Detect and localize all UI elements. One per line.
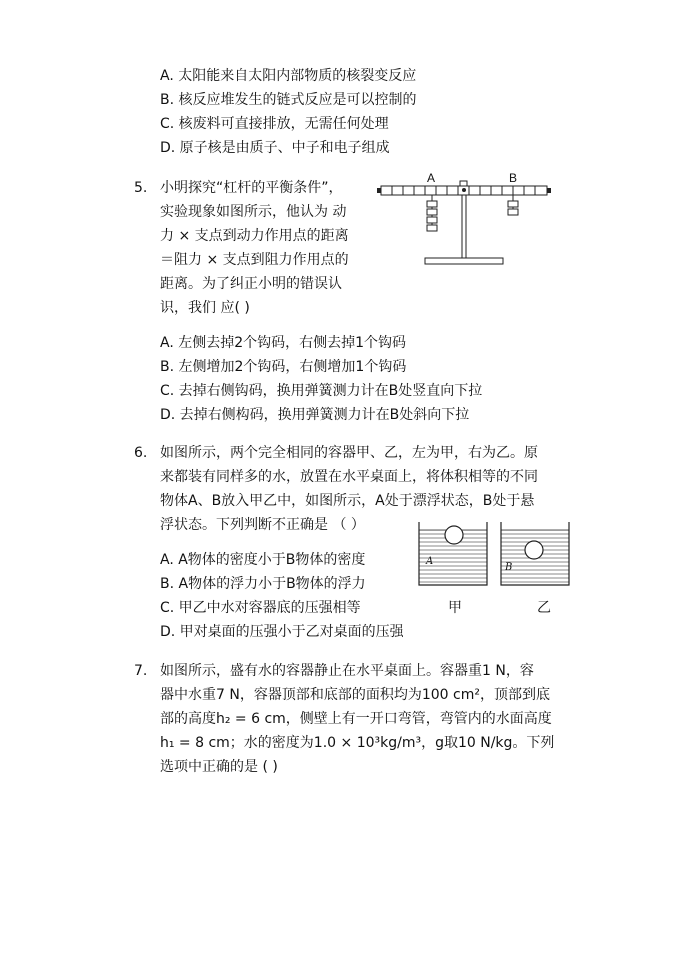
q7-stem-line: 部的高度h₂ = 6 cm，侧壁上有一开口弯管，弯管内的水面高度 — [160, 711, 552, 727]
q6-stem-line: 浮状态。下列判断不正确是 （ ） — [160, 517, 365, 533]
lever-label-b: B — [509, 171, 518, 185]
q6-stem-line: 如图所示，两个完全相同的容器甲、乙，左为甲，右为乙。原 — [160, 445, 538, 461]
q4-option-d: D. 原子核是由质子、中子和电子组成 — [160, 140, 390, 156]
q7-stem-line: 选项中正确的是 ( ) — [160, 759, 278, 775]
q6-stem-line: 物体A、B放入甲乙中，如图所示，A处于漂浮状态，B处于悬 — [160, 493, 535, 509]
q6-number: 6. — [134, 445, 148, 461]
q4-option-b: B. 核反应堆发生的链式反应是可以控制的 — [160, 92, 417, 108]
object-a-label: A — [426, 556, 434, 567]
containers-figure — [416, 520, 576, 590]
object-b-label: B — [505, 562, 513, 573]
q7-stem-line: h₁ = 8 cm；水的密度为1.0 × 10³kg/m³，g取10 N/kg。下列 — [160, 735, 555, 751]
q7-stem-line: 器中水重7 N，容器顶部和底部的面积均为100 cm²，顶部到底 — [160, 687, 550, 703]
q5-stem-line: 识，我们 应( ) — [160, 300, 250, 316]
q6-option-d: D. 甲对桌面的压强小于乙对桌面的压强 — [160, 624, 404, 640]
lever-figure — [375, 170, 555, 270]
q6-option-b: B. A物体的浮力小于B物体的浮力 — [160, 576, 366, 592]
q5-stem-line: 距离。为了纠正小明的错误认 — [160, 276, 342, 292]
q5-stem-line: ＝阻力 × 支点到阻力作用点的 — [160, 252, 349, 268]
q4-option-c: C. 核废料可直接排放，无需任何处理 — [160, 116, 389, 132]
q5-option-b: B. 左侧增加2个钩码，右侧增加1个钩码 — [160, 359, 407, 375]
q6-stem-line: 来都装有同样多的水，放置在水平桌面上，将体积相等的不同 — [160, 469, 538, 485]
q5-option-a: A. 左侧去掉2个钩码，右侧去掉1个钩码 — [160, 335, 407, 351]
q6-option-c: C. 甲乙中水对容器底的压强相等 — [160, 600, 361, 616]
q5-number: 5. — [134, 180, 148, 196]
q5-stem-line: 实验现象如图所示，他认为 动 — [160, 204, 347, 220]
container-caption-left: 甲 — [448, 600, 462, 616]
q4-option-a: A. 太阳能来自太阳内部物质的核裂变反应 — [160, 68, 417, 84]
q5-option-d: D. 去掉右侧构码，换用弹簧测力计在B处斜向下拉 — [160, 407, 470, 423]
lever-label-a: A — [427, 171, 436, 185]
q7-stem-line: 如图所示，盛有水的容器静止在水平桌面上。容器重1 N，容 — [160, 663, 534, 679]
q5-option-c: C. 去掉右侧钩码，换用弹簧测力计在B处竖直向下拉 — [160, 383, 483, 399]
q7-number: 7. — [134, 663, 148, 679]
container-caption-right: 乙 — [537, 600, 551, 616]
q5-stem-line: 小明探究“杠杆的平衡条件”， — [160, 180, 343, 196]
q6-option-a: A. A物体的密度小于B物体的密度 — [160, 552, 366, 568]
q5-stem-line: 力 × 支点到动力作用点的距离 — [160, 228, 349, 244]
